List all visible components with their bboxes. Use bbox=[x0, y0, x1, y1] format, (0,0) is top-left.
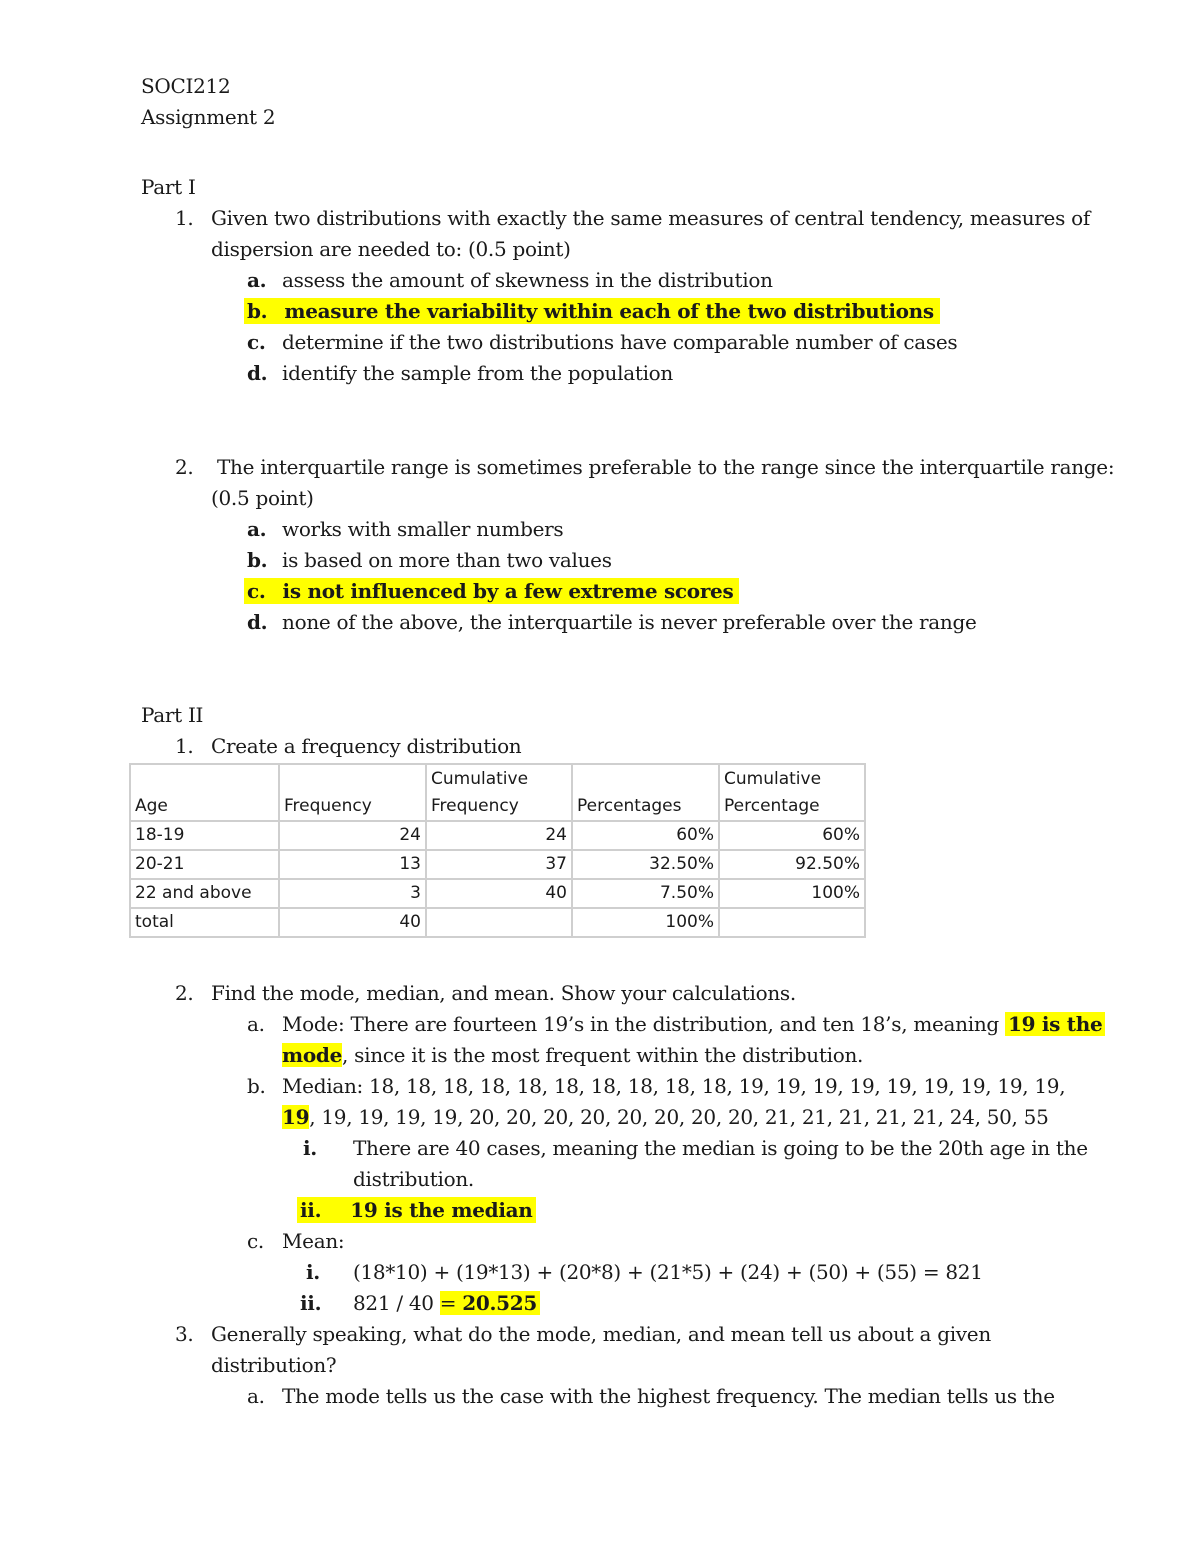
cell-frequency: 40 bbox=[279, 908, 426, 937]
cell-percentage: 7.50% bbox=[572, 879, 719, 908]
q2-number: 2. bbox=[175, 455, 194, 479]
q2-option-a-text: works with smaller numbers bbox=[282, 517, 564, 541]
part1-title: Part I bbox=[141, 175, 196, 199]
q1-text-line2: dispersion are needed to: (0.5 point) bbox=[211, 237, 571, 261]
median-letter: b. bbox=[247, 1074, 266, 1098]
q1-option-c-text: determine if the two distributions have comparable number of cases bbox=[282, 330, 958, 354]
header-frequency: Frequency bbox=[279, 764, 426, 821]
q1-option-d-letter: d. bbox=[247, 361, 268, 385]
p2-q3-line1: Generally speaking, what do the mode, median, and mean tell us about a given bbox=[211, 1322, 991, 1346]
mean-label: Mean: bbox=[282, 1229, 345, 1253]
median-list-rest: , 19, 19, 19, 19, 20, 20, 20, 20, 20, 20, 20, 20, 21, 21, 21, 21, 21, 24, 50, 55 bbox=[309, 1105, 1049, 1129]
course-code: SOCI212 bbox=[141, 74, 231, 98]
q2-option-c-answer bbox=[244, 578, 739, 604]
frequency-table bbox=[129, 763, 866, 938]
mode-text: Mode: There are fourteen 19’s in the distribution, and ten 18’s, meaning bbox=[282, 1012, 1005, 1036]
q2-option-a-letter: a. bbox=[247, 517, 267, 541]
cell-percentage: 32.50% bbox=[572, 850, 719, 879]
mean-letter: c. bbox=[247, 1229, 264, 1253]
q2-option-c-text: is not influenced by a few extreme scores bbox=[282, 579, 734, 603]
cell-cumulative-frequency bbox=[426, 908, 572, 937]
q2-option-c-letter: c. bbox=[247, 579, 266, 603]
cell-age: 18-19 bbox=[130, 821, 279, 850]
q1-option-b-text: measure the variability within each of the two distributions bbox=[284, 299, 934, 323]
mode-line2 bbox=[282, 1042, 863, 1068]
q1-option-c-letter: c. bbox=[247, 330, 266, 354]
table-header-row bbox=[130, 764, 865, 821]
mean-answer: 20.525 bbox=[462, 1291, 540, 1315]
q2-option-d-letter: d. bbox=[247, 610, 268, 634]
p2-q1-text: Create a frequency distribution bbox=[211, 734, 522, 758]
header-age: Age bbox=[130, 764, 279, 821]
mean-ii-number: ii. bbox=[300, 1291, 322, 1315]
mode-answer-part1: 19 is the bbox=[1005, 1012, 1105, 1036]
median-line1: Median: 18, 18, 18, 18, 18, 18, 18, 18, 18, 18, 19, 19, 19, 19, 19, 19, 19, 19, 19, bbox=[282, 1074, 1066, 1098]
p2-q1-number: 1. bbox=[175, 734, 194, 758]
mode-letter: a. bbox=[247, 1012, 265, 1036]
p2-q3-a-letter: a. bbox=[247, 1384, 265, 1408]
median-answer bbox=[297, 1197, 536, 1223]
mean-i-number: i. bbox=[306, 1260, 320, 1284]
cell-cumulative-percentage: 60% bbox=[719, 821, 865, 850]
q1-number: 1. bbox=[175, 206, 194, 230]
mean-calculation: (18*10) + (19*13) + (20*8) + (21*5) + (24) + (50) + (55) = 821 bbox=[353, 1260, 983, 1284]
q2-option-b-letter: b. bbox=[247, 548, 268, 572]
cell-cumulative-percentage bbox=[719, 908, 865, 937]
cell-cumulative-frequency: 40 bbox=[426, 879, 572, 908]
cell-percentage: 60% bbox=[572, 821, 719, 850]
mode-line1 bbox=[282, 1011, 1105, 1037]
cell-frequency: 24 bbox=[279, 821, 426, 850]
median-i-line2: distribution. bbox=[353, 1167, 474, 1191]
cell-cumulative-percentage: 100% bbox=[719, 879, 865, 908]
header-cumulative-percentage: Cumulative Percentage bbox=[719, 764, 865, 821]
p2-q3-number: 3. bbox=[175, 1322, 194, 1346]
q2-text-line1: The interquartile range is sometimes preferable to the range since the interquartile range: bbox=[217, 455, 1115, 479]
table-row bbox=[130, 850, 865, 879]
cell-frequency: 3 bbox=[279, 879, 426, 908]
p2-q2-text: Find the mode, median, and mean. Show your calculations. bbox=[211, 981, 796, 1005]
mode-explanation: , since it is the most frequent within the distribution. bbox=[342, 1043, 864, 1067]
q2-text-line2: (0.5 point) bbox=[211, 486, 314, 510]
mean-result bbox=[353, 1290, 540, 1316]
median-i-number: i. bbox=[303, 1136, 317, 1160]
cell-percentage: 100% bbox=[572, 908, 719, 937]
q1-option-a-text: assess the amount of skewness in the distribution bbox=[282, 268, 773, 292]
mean-division: 821 / 40 bbox=[353, 1291, 440, 1315]
q1-text-line1: Given two distributions with exactly the same measures of central tendency, measures of bbox=[211, 206, 1090, 230]
median-highlight-value: 19 bbox=[282, 1105, 310, 1129]
q1-option-b-answer bbox=[244, 298, 940, 324]
table-row bbox=[130, 821, 865, 850]
median-ii-number: ii. bbox=[300, 1198, 322, 1222]
mean-equals: = bbox=[439, 1291, 463, 1315]
p2-q3-a-text: The mode tells us the case with the highest frequency. The median tells us the bbox=[282, 1384, 1055, 1408]
mode-answer-part2: mode bbox=[282, 1043, 343, 1067]
q2-option-d-text: none of the above, the interquartile is never preferable over the range bbox=[282, 610, 977, 634]
cell-age: total bbox=[130, 908, 279, 937]
header-percentages: Percentages bbox=[572, 764, 719, 821]
q1-option-d-text: identify the sample from the population bbox=[282, 361, 674, 385]
assignment-title: Assignment 2 bbox=[141, 105, 276, 129]
median-i-line1: There are 40 cases, meaning the median is going to be the 20th age in the bbox=[353, 1136, 1088, 1160]
cell-cumulative-frequency: 37 bbox=[426, 850, 572, 879]
median-line2 bbox=[282, 1104, 1049, 1130]
cell-age: 20-21 bbox=[130, 850, 279, 879]
p2-q2-number: 2. bbox=[175, 981, 194, 1005]
q1-option-b-letter: b. bbox=[247, 299, 268, 323]
cell-frequency: 13 bbox=[279, 850, 426, 879]
cell-cumulative-percentage: 92.50% bbox=[719, 850, 865, 879]
median-ii-text: 19 is the median bbox=[350, 1198, 533, 1222]
cell-age: 22 and above bbox=[130, 879, 279, 908]
q2-option-b-text: is based on more than two values bbox=[282, 548, 612, 572]
table-row bbox=[130, 908, 865, 937]
q1-option-a-letter: a. bbox=[247, 268, 267, 292]
header-cumulative-frequency: Cumulative Frequency bbox=[426, 764, 572, 821]
p2-q3-line2: distribution? bbox=[211, 1353, 337, 1377]
part2-title: Part II bbox=[141, 703, 204, 727]
cell-cumulative-frequency: 24 bbox=[426, 821, 572, 850]
table-row bbox=[130, 879, 865, 908]
